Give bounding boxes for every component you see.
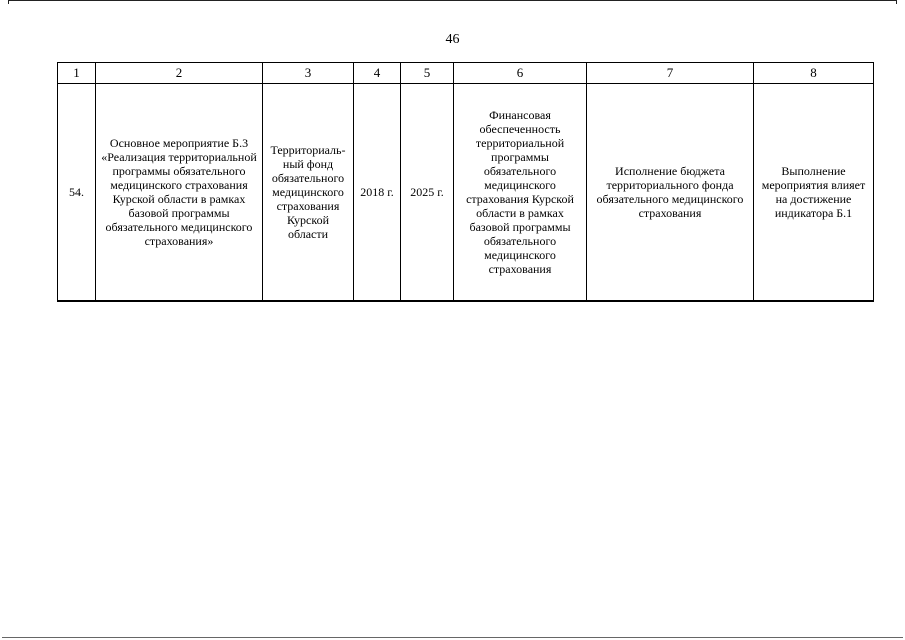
page-frame-bottom <box>2 637 903 638</box>
column-header-1: 1 <box>58 63 96 84</box>
page-frame-top <box>8 0 897 1</box>
column-header-6: 6 <box>454 63 587 84</box>
table-header-row <box>58 63 874 84</box>
column-header-5: 5 <box>401 63 454 84</box>
start-year-cell: 2018 г. <box>354 84 401 302</box>
column-header-3: 3 <box>263 63 354 84</box>
column-header-4: 4 <box>354 63 401 84</box>
indicator-link-cell: Выполнение мероприятия влияет на достижение индикатора Б.1 <box>754 84 874 302</box>
column-header-8: 8 <box>754 63 874 84</box>
measures-table <box>57 62 874 302</box>
page-frame-left <box>8 0 9 4</box>
end-year-cell: 2025 г. <box>401 84 454 302</box>
executor-cell: Территориальный фонд обязательного медицинского страхования Курской области <box>263 84 354 302</box>
main-content-cell: Исполнение бюджета территориального фонда обязательного медицинского страхования <box>587 84 754 302</box>
page-number: 46 <box>445 32 460 47</box>
event-name-cell: Основное мероприятие Б.3 «Реализация территориальной программы обязательного медицинского страхования Курской области в рамках базовой программы обязательного медицинского страхования» <box>96 84 263 302</box>
column-header-7: 7 <box>587 63 754 84</box>
row-number-cell: 54. <box>58 84 96 302</box>
column-header-2: 2 <box>96 63 263 84</box>
page-frame-right <box>896 0 897 4</box>
table-row <box>58 84 874 302</box>
expected-result-cell: Финансовая обеспеченность территориальной программы обязательного медицинского страхования Курской области в рамках базовой программы обязательного медицинского страхования <box>454 84 587 302</box>
